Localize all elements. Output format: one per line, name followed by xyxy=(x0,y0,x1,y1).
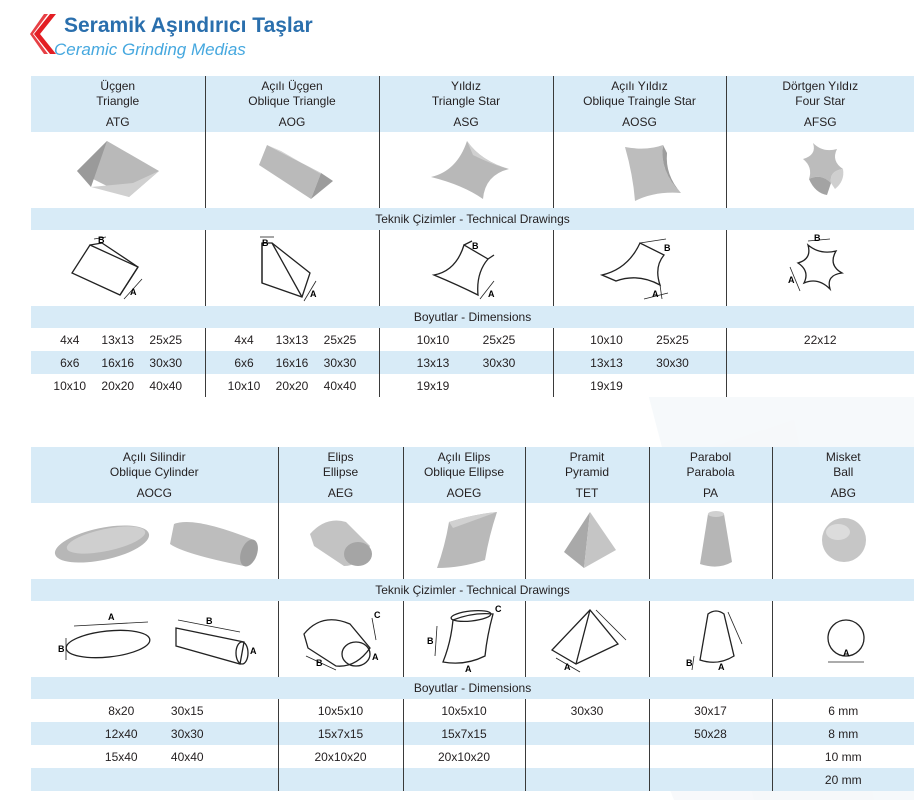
header-name-tr: Elips xyxy=(327,449,354,464)
dim-letter-b: B xyxy=(685,658,692,668)
dim-value: 50x28 xyxy=(649,722,772,745)
dim-value: 6x6 xyxy=(60,355,80,370)
dim-value: 8 mm xyxy=(772,722,914,745)
header-cell-aocg xyxy=(31,447,278,503)
dim-value: 30x30 xyxy=(149,355,183,370)
dim-value xyxy=(649,745,772,768)
dim-value xyxy=(726,351,914,374)
header-name-en: Triangle Star xyxy=(431,93,501,108)
dim-value: 30x30 xyxy=(525,699,649,722)
dim-value xyxy=(278,768,403,791)
ball-drawing xyxy=(788,604,898,674)
dim-letter-b: B xyxy=(58,644,65,654)
dim-letter-c: C xyxy=(373,610,380,620)
header-name-tr: Açılı Üçgen xyxy=(261,78,323,93)
header-name-tr: Pramit xyxy=(569,449,605,464)
header-cell-aosg xyxy=(553,76,726,132)
dim-value: 15x40 xyxy=(104,749,138,764)
dim-value: 13x13 xyxy=(101,332,135,347)
product-code: ABG xyxy=(830,485,856,500)
dim-value: 40x40 xyxy=(170,749,204,764)
oblique-triangle-media-photo xyxy=(237,135,347,205)
triangle-star-drawing xyxy=(406,233,526,303)
header-name-tr: Dörtgen Yıldız xyxy=(782,78,859,93)
header-name-en: Ball xyxy=(833,464,854,479)
header-name-en: Pyramid xyxy=(564,464,609,479)
dimensions-row xyxy=(31,306,914,328)
dim-value: 25x25 xyxy=(149,332,183,347)
dim-letter-c: C xyxy=(495,604,502,614)
chevron-logo-icon xyxy=(30,14,56,54)
header-cell-asg xyxy=(379,76,553,132)
drawings-row xyxy=(31,208,914,230)
photo-row xyxy=(31,132,914,208)
dim-letter-a: A xyxy=(488,289,495,299)
dim-letter-b: B xyxy=(97,235,105,245)
pyramid-drawing xyxy=(532,604,642,674)
dim-letter-a: A xyxy=(310,289,317,299)
dim-value: 10x10 xyxy=(53,378,87,393)
header-name-en: Four Star xyxy=(795,93,846,108)
header-name-en: Oblique Traingle Star xyxy=(583,93,696,108)
dim-value: 30x30 xyxy=(170,726,204,741)
dim-value: 16x16 xyxy=(275,355,309,370)
dim-value: 30x30 xyxy=(656,355,689,370)
dim-value: 19x19 xyxy=(416,378,450,393)
drawings-row xyxy=(31,579,914,601)
technical-drawing-row xyxy=(31,230,914,306)
dim-value: 15x7x15 xyxy=(403,722,525,745)
dim-letter-a: A xyxy=(651,289,658,299)
header-name-en: Triangle xyxy=(96,93,140,108)
ellipse-drawing xyxy=(286,604,396,674)
triangle-star-media-photo xyxy=(411,135,521,205)
dim-letter-a: A xyxy=(465,664,472,674)
header-row xyxy=(31,76,914,132)
dim-value: 8x20 xyxy=(108,703,135,718)
page-title: Seramik Aşındırıcı Taşlar xyxy=(64,14,313,37)
dim-letter-a: A xyxy=(788,275,795,285)
oblique-star-drawing xyxy=(580,233,700,303)
header-cell-abg xyxy=(772,447,914,503)
dim-value xyxy=(466,379,532,393)
dim-letter-b: B xyxy=(663,243,670,253)
technical-drawing-row xyxy=(31,601,914,677)
ellipse-media-photo xyxy=(286,506,396,576)
table-row xyxy=(31,699,914,722)
header-name-tr: Parabol xyxy=(689,449,732,464)
four-star-drawing xyxy=(760,233,880,303)
product-code: PA xyxy=(702,485,719,500)
dim-letter-a: A xyxy=(843,648,850,658)
parabola-drawing xyxy=(656,604,766,674)
product-code: ATG xyxy=(105,114,130,129)
dim-letter-b: B xyxy=(262,238,269,248)
dim-value: 10 mm xyxy=(772,745,914,768)
header-cell-tet xyxy=(525,447,649,503)
dim-value: 30x17 xyxy=(649,699,772,722)
table-row xyxy=(31,374,914,397)
dim-value xyxy=(525,768,649,791)
product-code: TET xyxy=(575,485,599,500)
dimensions-label: Boyutlar - Dimensions xyxy=(31,306,914,328)
header-name-en: Ellipse xyxy=(322,464,359,479)
table-row xyxy=(31,328,914,351)
table-row xyxy=(31,722,914,745)
dim-value: 20x10x20 xyxy=(278,745,403,768)
header-cell-pa xyxy=(649,447,772,503)
oblique-star-media-photo xyxy=(585,135,695,205)
oblique-triangle-drawing xyxy=(232,233,352,303)
header-name-tr: Açılı Yıldız xyxy=(611,78,668,93)
dim-value xyxy=(525,745,649,768)
product-table-1 xyxy=(31,76,914,397)
drawings-label: Teknik Çizimler - Technical Drawings xyxy=(31,208,914,230)
dim-value: 40x40 xyxy=(323,378,357,393)
dim-value: 15x7x15 xyxy=(278,722,403,745)
ball-media-photo xyxy=(788,506,898,576)
header-cell-afsg xyxy=(726,76,914,132)
dim-letter-b: B xyxy=(472,241,479,251)
header-name-en: Oblique Ellipse xyxy=(423,464,505,479)
dim-value: 10x5x10 xyxy=(278,699,403,722)
header-name-tr: Üçgen xyxy=(100,78,136,93)
product-code: AOEG xyxy=(446,485,482,500)
header-name-tr: Açılı Silindir xyxy=(122,449,186,464)
four-star-media-photo xyxy=(765,135,875,205)
oblique-ellipse-media-photo xyxy=(409,506,519,576)
dim-value: 25x25 xyxy=(323,332,357,347)
header-row xyxy=(31,447,914,503)
dim-value: 25x25 xyxy=(482,332,516,347)
dim-value xyxy=(525,722,649,745)
dim-letter-a: A xyxy=(717,662,724,672)
dim-value xyxy=(640,379,706,393)
header-name-tr: Misket xyxy=(825,449,861,464)
page-subtitle: Ceramic Grinding Medias xyxy=(54,40,246,59)
dim-letter-b: B xyxy=(814,233,821,243)
dimensions-row xyxy=(31,677,914,699)
photo-row xyxy=(31,503,914,579)
dim-value xyxy=(726,374,914,397)
header-name-tr: Yıldız xyxy=(450,78,481,93)
dim-value: 10x10 xyxy=(227,378,261,393)
triangle-drawing xyxy=(58,233,178,303)
dim-letter-b: B xyxy=(206,616,213,626)
product-code: ASG xyxy=(453,114,479,129)
header-cell-aeg xyxy=(278,447,403,503)
dim-value: 4x4 xyxy=(60,332,80,347)
dim-letter-a: A xyxy=(564,662,571,672)
product-code: AOSG xyxy=(622,114,657,129)
dim-value xyxy=(649,768,772,791)
header-cell-atg xyxy=(31,76,205,132)
parabola-media-photo xyxy=(656,506,766,576)
product-code: AFSG xyxy=(803,114,837,129)
dim-value: 20 mm xyxy=(772,768,914,791)
dim-value: 40x40 xyxy=(149,378,183,393)
dim-value: 12x40 xyxy=(104,726,138,741)
dim-letter-a: A xyxy=(108,612,115,622)
dim-value: 4x4 xyxy=(234,332,254,347)
product-code: AEG xyxy=(327,485,354,500)
dim-letter-b: B xyxy=(427,636,434,646)
dim-value: 13x13 xyxy=(590,355,623,370)
dim-value: 10x5x10 xyxy=(403,699,525,722)
drawings-label: Teknik Çizimler - Technical Drawings xyxy=(31,579,914,601)
dim-value: 6 mm xyxy=(772,699,914,722)
product-code: AOG xyxy=(278,114,306,129)
dim-value: 6x6 xyxy=(234,355,254,370)
dim-letter-a: A xyxy=(129,287,137,297)
table-row xyxy=(31,768,914,791)
dim-letter-a: A xyxy=(371,652,378,662)
dim-letter-b: B xyxy=(315,658,322,668)
dim-value: 20x20 xyxy=(101,378,135,393)
dim-value: 25x25 xyxy=(656,332,689,347)
oblique-ellipse-drawing xyxy=(409,604,519,674)
dim-letter-a: A xyxy=(250,646,257,656)
header-name-en: Oblique Triangle xyxy=(248,93,336,108)
header-name-en: Oblique Cylinder xyxy=(109,464,199,479)
product-table-2 xyxy=(31,447,914,791)
table-row xyxy=(31,745,914,768)
table-row xyxy=(31,351,914,374)
dim-value: 20x10x20 xyxy=(403,745,525,768)
header-cell-aoeg xyxy=(403,447,525,503)
dim-value: 30x30 xyxy=(482,355,516,370)
dim-value: 13x13 xyxy=(275,332,309,347)
dim-value xyxy=(403,768,525,791)
header-name-tr: Açılı Elips xyxy=(437,449,491,464)
dim-value: 19x19 xyxy=(590,378,623,393)
oblique-cylinder-media-photo xyxy=(44,506,264,576)
dim-value: 16x16 xyxy=(101,355,135,370)
dimensions-label: Boyutlar - Dimensions xyxy=(31,677,914,699)
dim-value: 20x20 xyxy=(275,378,309,393)
dim-value: 22x12 xyxy=(726,328,914,351)
dim-value: 10x10 xyxy=(590,332,623,347)
header-name-en: Parabola xyxy=(686,464,735,479)
product-code: AOCG xyxy=(136,485,172,500)
dim-value: 30x30 xyxy=(323,355,357,370)
pyramid-media-photo xyxy=(532,506,642,576)
header-cell-aog xyxy=(205,76,379,132)
dim-value: 30x15 xyxy=(170,703,204,718)
oblique-cylinder-drawing xyxy=(44,604,264,674)
triangle-media-photo xyxy=(63,135,173,205)
dim-value: 10x10 xyxy=(416,332,450,347)
dim-value: 13x13 xyxy=(416,355,450,370)
